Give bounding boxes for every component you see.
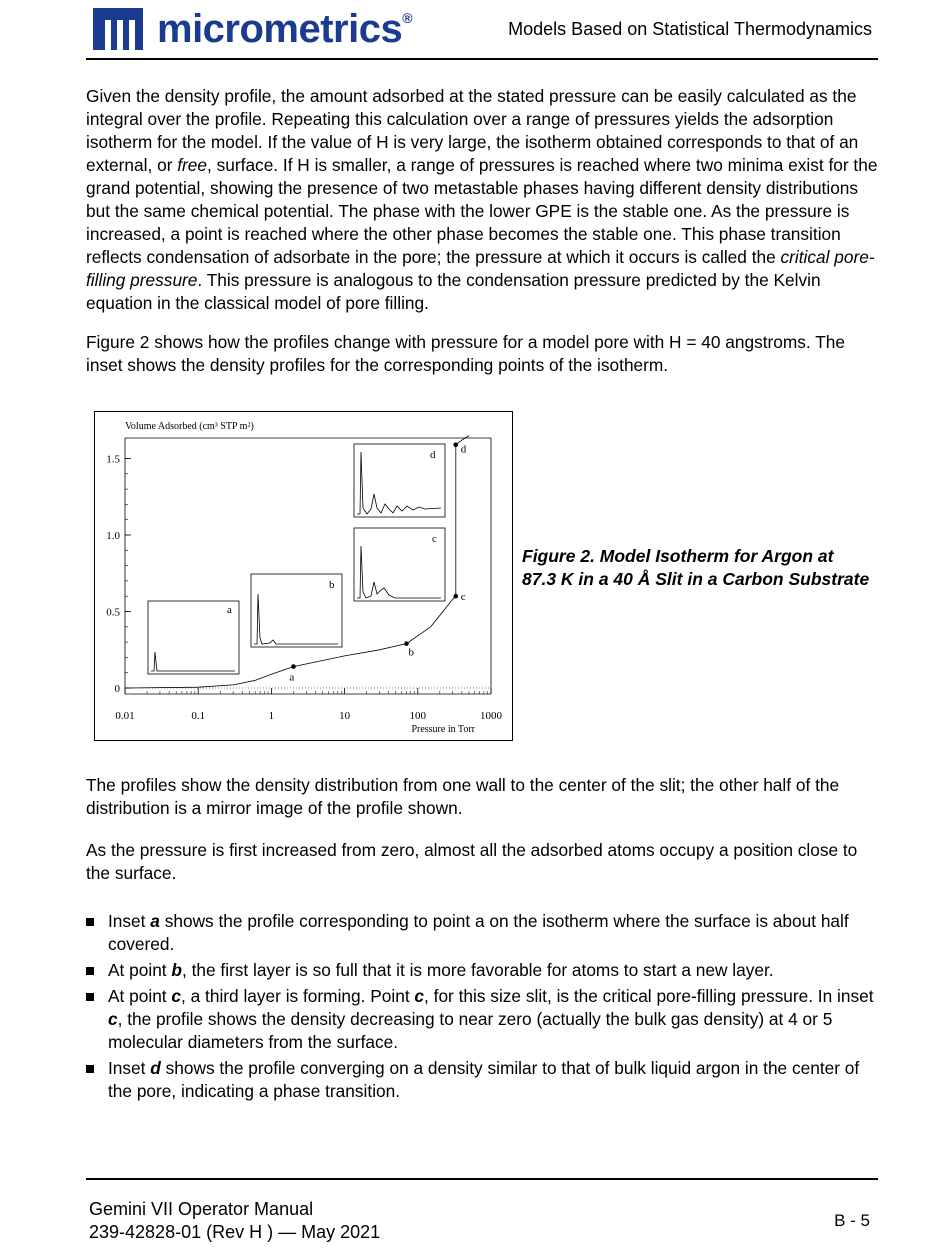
bullet-square-icon bbox=[86, 993, 94, 1001]
y-tick-label: 1.5 bbox=[106, 453, 120, 466]
page-number: B - 5 bbox=[834, 1211, 870, 1230]
inset-a-label: a bbox=[227, 604, 232, 616]
header-rule bbox=[86, 58, 878, 60]
x-tick-label: 1000 bbox=[480, 710, 502, 722]
header-title: Models Based on Statistical Thermodynamics bbox=[508, 19, 872, 39]
bullet-square-icon bbox=[86, 918, 94, 926]
x-tick-label: 100 bbox=[409, 710, 427, 722]
point-label-c: c bbox=[460, 591, 466, 604]
y-tick-label: 0 bbox=[114, 683, 120, 695]
paragraph-profiles: The profiles show the density distribution from one wall to the center of the slit; the other half of the distribution is a mirror image of the profile shown. bbox=[86, 775, 840, 818]
footer-manual-title: Gemini VII Operator Manual bbox=[89, 1199, 314, 1219]
bullet-square-icon bbox=[86, 1065, 94, 1073]
point-d bbox=[453, 442, 458, 447]
figure-2 bbox=[94, 411, 513, 741]
y-tick-label: 1.0 bbox=[106, 530, 120, 542]
inset-c-label: c bbox=[432, 533, 437, 545]
footer-rule bbox=[86, 1178, 878, 1180]
inset-b bbox=[251, 574, 342, 647]
point-label-d: d bbox=[460, 443, 467, 456]
point-label-b: b bbox=[408, 646, 414, 659]
bullet-inset-d: Inset d shows the profile converging on a density similar to that of bulk liquid argon in the center of the pore, indicating a phase transition. bbox=[86, 1057, 878, 1103]
inset-c bbox=[354, 528, 445, 601]
company-logo bbox=[93, 6, 412, 52]
bullet-point-c: At point c, a third layer is forming. Point c, for this size slit, is the critical pore-filling pressure. In inset c, the profile shows the density decreasing to near zero (actually the bulk gas density) at 4 or 5 molecular diameters from the surface. bbox=[86, 985, 878, 1054]
inset-d bbox=[354, 444, 445, 517]
bullet-inset-a: Inset a shows the profile corresponding to point a on the isotherm where the surface is about half covered. bbox=[86, 910, 878, 956]
paragraph-figure-intro: Figure 2 shows how the profiles change with pressure for a model pore with H = 40 angstroms. The inset shows the density profiles for the corresponding points of the isotherm. bbox=[86, 332, 845, 375]
paragraph-pressure-increase: As the pressure is first increased from zero, almost all the adsorbed atoms occupy a position close to the surface. bbox=[86, 840, 858, 883]
point-c bbox=[453, 594, 458, 599]
figure-caption: Figure 2. Model Isotherm for Argon at 87.3 K in a 40 Å Slit in a Carbon Substrate bbox=[522, 546, 870, 589]
bullet-point-b: At point b, the first layer is so full that it is more favorable for atoms to start a new layer. bbox=[86, 959, 878, 982]
x-axis-label: Pressure in Torr bbox=[411, 724, 475, 735]
bullet-square-icon bbox=[86, 967, 94, 975]
logo-text: micrometrics® bbox=[157, 7, 413, 51]
point-label-a: a bbox=[289, 671, 295, 684]
logo-mark-icon bbox=[93, 8, 143, 50]
footer-part-number: 239-42828-01 (Rev H ) — May 2021 bbox=[89, 1222, 381, 1242]
y-ticks bbox=[106, 454, 131, 696]
point-a bbox=[291, 664, 296, 669]
bullet-list bbox=[86, 910, 878, 1106]
footer-manual-info bbox=[89, 1198, 380, 1244]
inset-d-label: d bbox=[430, 449, 436, 461]
point-b bbox=[404, 641, 409, 646]
x-tick-label: 0.1 bbox=[191, 710, 206, 722]
inset-a bbox=[148, 601, 239, 674]
y-axis-label: Volume Adsorbed (cm³ STP m²) bbox=[125, 421, 254, 432]
x-ticks bbox=[115, 688, 502, 722]
inset-b-label: b bbox=[329, 579, 335, 591]
x-tick-label: 1 bbox=[268, 710, 275, 722]
y-tick-label: 0.5 bbox=[106, 606, 120, 619]
isotherm-chart bbox=[95, 412, 512, 740]
x-tick-label: 10 bbox=[339, 710, 351, 722]
x-tick-label: 0.01 bbox=[115, 710, 135, 722]
paragraph-density-profile: Given the density profile, the amount adsorbed at the stated pressure can be easily calculated as the integral over the profile. Repeating this calculation over a range of pressures yields the adsorption isotherm for the model. If the value of H is very large, the isotherm obtained corresponds to that of an external, or free, surface. If H is smaller, a range of pressures is reached where two minima exist for the grand potential, showing the presence of two metastable phases having different density distributions but the same chemical potential. The phase with the lower GPE is the stable one. As the pressure is increased, a point is reached where the other phase becomes the stable one. This phase transition reflects condensation of adsorbate in the pore; the pressure at which it occurs is called the critical pore-filling pressure. This pressure is analogous to the condensation pressure predicted by the Kelvin equation in the classical model of pore filling. bbox=[86, 86, 878, 313]
